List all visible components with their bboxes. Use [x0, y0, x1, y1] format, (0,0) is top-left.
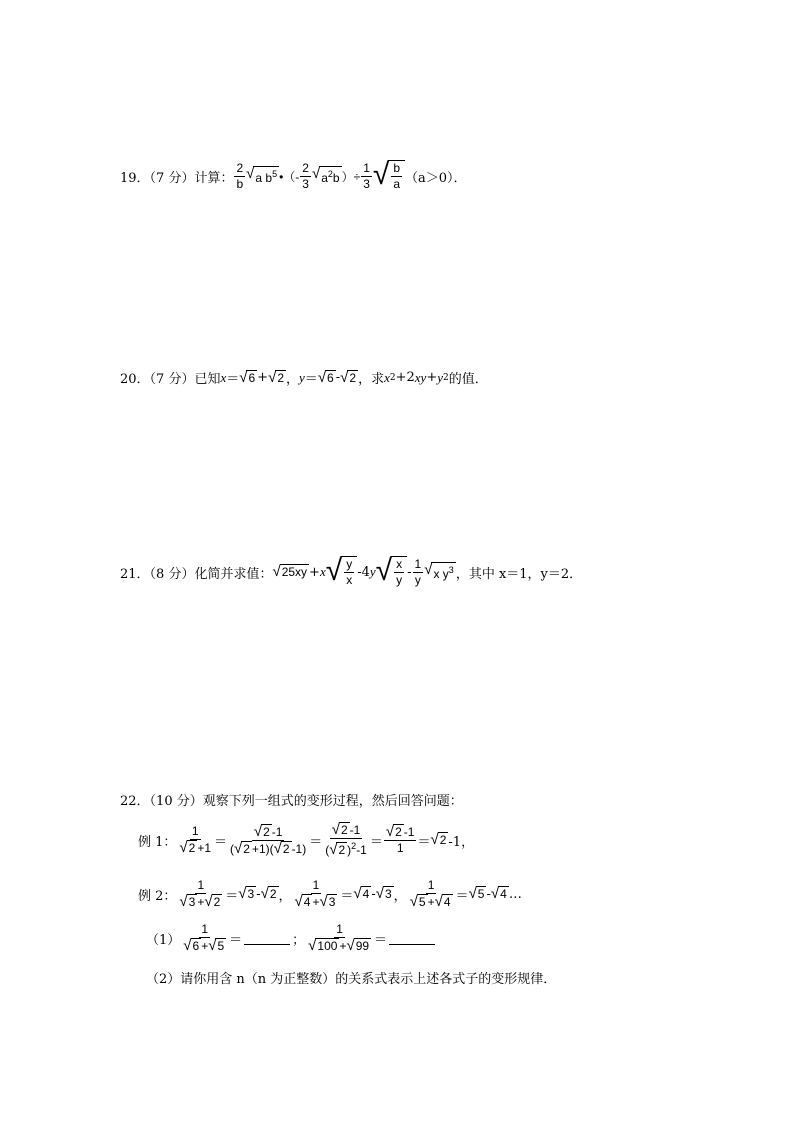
question-21: 21．（8 分）化简并求值： √ 25xy + x √ $\frac{y}{x}$ -4 y √ $\frac{x}{y}$ - $\frac{1}{y}$ √ x $y^3$ ，其中 x＝1，y＝2． — [120, 554, 583, 587]
fraction: 1 √ 6 + √ 5 — [183, 922, 225, 954]
ex1-label: 例 1： — [138, 834, 177, 850]
ex2-label: 例 2： — [138, 888, 177, 904]
radical: √ $a^2b$ — [311, 165, 340, 185]
radical: √ $\frac{x}{y}$ — [376, 556, 407, 588]
fraction: $\frac{2}{3}$ — [302, 160, 309, 191]
fraction: 1 √ 100 + √ 99 — [308, 922, 370, 954]
q20-rest: 的值． — [448, 372, 488, 387]
answer-blank[interactable] — [389, 932, 435, 945]
q21-label: 21．（8 分）化简并求值： — [120, 566, 273, 582]
radical: √ a $b^5$ — [246, 165, 278, 185]
question-19: 19．（7 分）计算： $\frac{2}{b}$ √ a $b^5$ •（- $\frac{2}{3}$ √ $a^2b$ ）÷ $\frac{1}{3}$ √ $\frac{b}{a}$ （a＞0）． — [120, 158, 467, 191]
part2-text: （2）请你用含 n（n 为正整数）的关系式表示上述各式子的变形规律． — [146, 972, 557, 987]
fraction: √ 2 -1 ( √ 2 )$^2$-1 — [325, 821, 367, 858]
radical: √ 2 — [340, 368, 357, 386]
q22-label: 22．（10 分）观察下列一组式的变形过程，然后回答问题： — [120, 794, 463, 809]
fraction: 1 √ 3 + √ 2 — [179, 878, 221, 910]
q21-condition: ，其中 x＝1，y＝2． — [455, 566, 583, 582]
radical: √ 2 — [268, 368, 284, 386]
fraction: √ 2 -1 1 — [385, 823, 415, 855]
question-22 — [120, 790, 463, 809]
fraction: 1 √ 2 +1 — [179, 824, 212, 856]
fraction: √ 2 -1 ( √ 2 +1)( √ 2 -1) — [230, 822, 307, 857]
part-2 — [146, 968, 556, 987]
q20-label: 20．（7 分）已知 — [120, 372, 221, 387]
example-1: 例 1： 1 √ 2 +1 ＝ √ 2 -1 ( √ 2 +1)( √ 2 -1) ＝ √ 2 -1 ( √ 2 )$^2$-1 ＝ √ 2 -1 1 ＝ √ 2 -1， — [138, 821, 475, 858]
fraction: $\frac{1}{y}$ — [414, 556, 422, 587]
radical: √ 2 — [430, 831, 447, 848]
fraction: 1 √ 4 + √ 3 — [294, 878, 336, 910]
radical: √ 25xy — [272, 563, 308, 580]
q19-condition: （a＞0）． — [405, 170, 467, 186]
q19-label: 19．（7 分）计算： — [120, 170, 234, 186]
fraction: $\frac{2}{b}$ — [236, 160, 244, 191]
fraction: 1 √ 5 + √ 4 — [409, 878, 451, 910]
radical: √ 6 — [239, 368, 256, 386]
answer-blank[interactable] — [244, 932, 290, 945]
radical: √ $\frac{y}{x}$ — [326, 556, 357, 588]
question-20: 20．（7 分）已知 x ＝ √ 6 + √ 2 ， y ＝ √ 6 - √ 2 ，求 x 2 +2 xy + y 2 的值． — [120, 368, 488, 387]
radical: √ $\frac{b}{a}$ — [373, 160, 405, 192]
part-1: （1） 1 √ 6 + √ 5 ＝ ； 1 √ 100 + √ 99 ＝ — [146, 922, 437, 954]
part1-label: （1） — [146, 932, 181, 948]
example-2: 例 2： 1 √ 3 + √ 2 ＝ √ 3 - √ 2 ， 1 √ 4 + √ 3 ＝ √ 4 - √ 3 ， 1 √ 5 + √ 4 ＝ √ 5 - √ 4 … — [138, 878, 522, 910]
radical: √ 6 — [317, 368, 334, 386]
fraction: $\frac{1}{3}$ — [363, 160, 370, 191]
radical: √ x $y^3$ — [424, 561, 454, 581]
